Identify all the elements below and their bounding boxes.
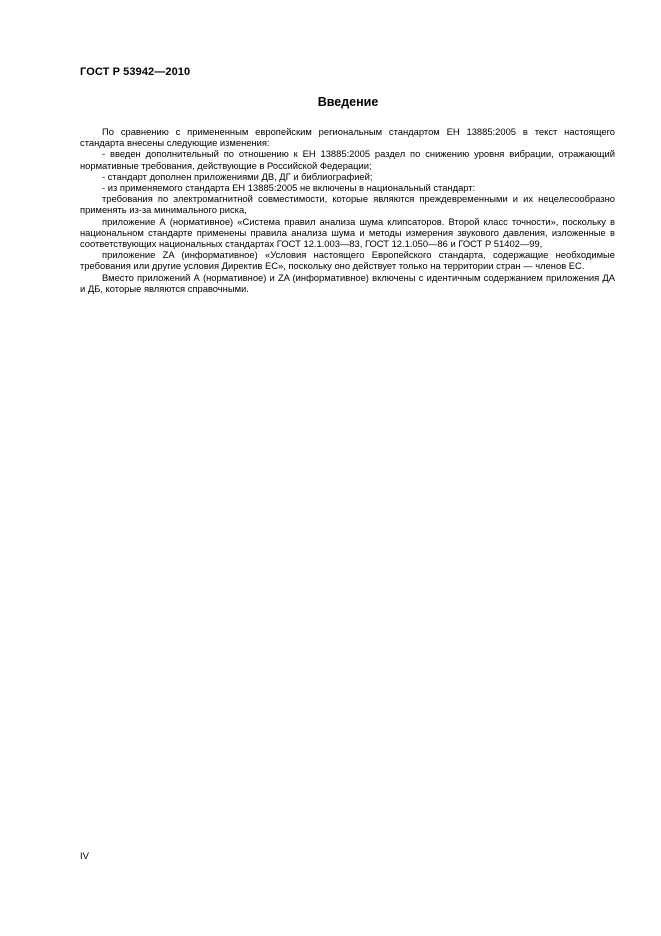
introduction-body (80, 126, 615, 294)
paragraph-appendix-za: приложение ZA (информативное) «Условия настоящего Европейского стандарта, содержащие необходимые требования или другие условия Директив ЕС», поскольку оно действует только на территории стран — членов ЕС. (80, 249, 615, 272)
paragraph-change-excluded: - из применяемого стандарта ЕН 13885:2005 не включены в национальный стандарт: (102, 182, 476, 194)
paragraph-emc-requirements: требования по электромагнитной совместимости, которые являются преждевременными и их нецелесообразно применять из-за минимального риска, (80, 193, 615, 216)
section-title: Введение (317, 95, 379, 109)
page-number: IV (80, 851, 89, 862)
paragraph-replacement: Вместо приложений А (нормативное) и ZA (информативное) включены с идентичным содержанием приложения ДА и ДБ, которые являются справочными. (80, 271, 615, 294)
paragraph-change-vibration: - введен дополнительный по отношению к ЕН 13885:2005 раздел по снижению уровня вибрации, отражающий нормативные требования, действующие в Российской Федерации; (80, 148, 615, 171)
paragraph-change-appendices: - стандарт дополнен приложениями ДВ, ДГ и библиографией; (102, 170, 373, 182)
paragraph-intro: По сравнению с примененным европейским региональным стандартом ЕН 13885:2005 в текст настоящего стандарта внесены следующие изменения: (80, 126, 615, 149)
paragraph-appendix-a: приложение А (нормативное) «Система правил анализа шума клипсаторов. Второй класс точности», поскольку в национальном стандарте применены правила анализа шума и методы измерения звукового давления, изложенные в соответствующих национальных стандартах ГОСТ 12.1.003—83, ГОСТ 12.1.050—86 и ГОСТ Р 51402—99, (80, 215, 615, 250)
document-code: ГОСТ Р 53942—2010 (80, 66, 191, 78)
